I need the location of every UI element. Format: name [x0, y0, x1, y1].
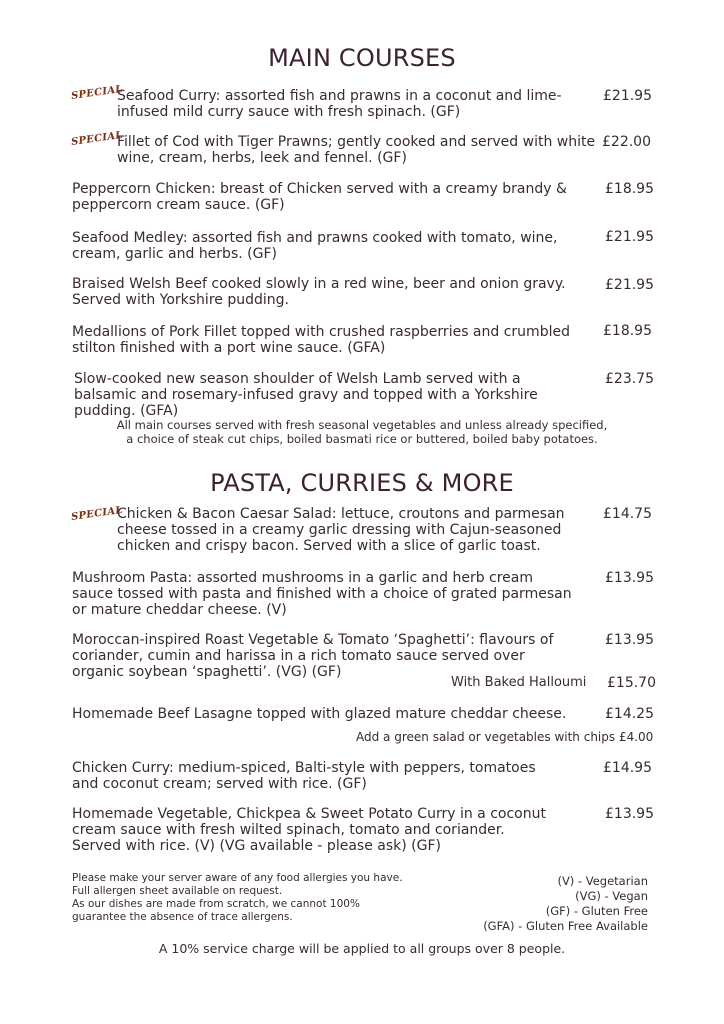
allergy-line: guarantee the absence of trace allergens.	[72, 911, 293, 923]
service-charge-note: A 10% service charge will be applied to all groups over 8 people.	[158, 941, 566, 956]
main-courses-heading: MAIN COURSES	[268, 44, 456, 72]
price-seafood-curry: £21.95	[603, 88, 652, 104]
price-mushroom-pasta: £13.95	[605, 570, 654, 586]
allergy-notice	[72, 872, 403, 924]
allergy-line: Full allergen sheet available on request.	[72, 885, 283, 897]
menu-item-braised-welsh-beef: Braised Welsh Beef cooked slowly in a red wine, beer and onion gravy. Served with Yorkshire pudding.	[72, 276, 566, 308]
allergy-line: As our dishes are made from scratch, we cannot 100%	[72, 898, 360, 910]
menu-item-caesar-salad: Chicken & Bacon Caesar Salad: lettuce, croutons and parmesan cheese tossed in a creamy garlic dressing with Cajun-seasoned chicken and crispy bacon. Served with a slice of garlic toast.	[117, 506, 565, 554]
special-badge: SPECIAL	[70, 129, 124, 148]
legend-vegetarian: (V) - Vegetarian	[557, 874, 648, 888]
price-braised-welsh-beef: £21.95	[605, 277, 654, 293]
price-vegetable-curry: £13.95	[605, 806, 654, 822]
price-beef-lasagne: £14.25	[605, 706, 654, 722]
menu-item-moroccan-spaghetti: Moroccan-inspired Roast Vegetable & Tomato ‘Spaghetti’: flavours of coriander, cumin and harissa in a rich tomato sauce served over organic soybean ‘spaghetti’. (VG) (GF)	[72, 632, 554, 680]
price-baked-halloumi: £15.70	[607, 675, 656, 691]
price-moroccan-spaghetti: £13.95	[605, 632, 654, 648]
special-badge: SPECIAL	[70, 504, 124, 523]
price-seafood-medley: £21.95	[605, 229, 654, 245]
price-peppercorn-chicken: £18.95	[605, 181, 654, 197]
price-fillet-of-cod: £22.00	[602, 134, 651, 150]
note-line: All main courses served with fresh seasonal vegetables and unless already specified,	[116, 418, 608, 432]
price-caesar-salad: £14.75	[603, 506, 652, 522]
price-welsh-lamb: £23.75	[605, 371, 654, 387]
menu-item-seafood-medley: Seafood Medley: assorted fish and prawns cooked with tomato, wine, cream, garlic and herbs. (GF)	[72, 230, 558, 262]
menu-item-vegetable-curry: Homemade Vegetable, Chickpea & Sweet Potato Curry in a coconut cream sauce with fresh wilted spinach, tomato and coriander. Served with rice. (V) (VG available - please ask) (GF)	[72, 806, 546, 854]
special-badge: SPECIAL	[70, 83, 124, 102]
price-chicken-curry: £14.95	[603, 760, 652, 776]
dietary-legend	[483, 874, 648, 934]
legend-gluten-free: (GF) - Gluten Free	[545, 904, 648, 918]
menu-item-welsh-lamb: Slow-cooked new season shoulder of Welsh Lamb served with a balsamic and rosemary-infused gravy and topped with a Yorkshire pudding. (GFA)	[74, 371, 538, 419]
legend-vegan: (VG) - Vegan	[575, 889, 648, 903]
addon-green-salad: Add a green salad or vegetables with chips £4.00	[356, 730, 654, 744]
menu-item-fillet-of-cod: Fillet of Cod with Tiger Prawns; gently cooked and served with white wine, cream, herbs, leek and fennel. (GF)	[117, 134, 596, 166]
legend-gluten-free-available: (GFA) - Gluten Free Available	[483, 919, 648, 933]
menu-item-pork-medallions: Medallions of Pork Fillet topped with crushed raspberries and crumbled stilton finished with a port wine sauce. (GFA)	[72, 324, 570, 356]
pasta-curries-heading: PASTA, CURRIES & MORE	[210, 469, 514, 497]
price-pork-medallions: £18.95	[603, 323, 652, 339]
menu-item-chicken-curry: Chicken Curry: medium-spiced, Balti-style with peppers, tomatoes and coconut cream; served with rice. (GF)	[72, 760, 536, 792]
menu-item-peppercorn-chicken: Peppercorn Chicken: breast of Chicken served with a creamy brandy & peppercorn cream sauce. (GF)	[72, 181, 567, 213]
addon-baked-halloumi: With Baked Halloumi	[451, 675, 587, 690]
menu-item-seafood-curry: Seafood Curry: assorted fish and prawns in a coconut and lime-infused mild curry sauce with fresh spinach. (GF)	[117, 88, 562, 120]
allergy-line: Please make your server aware of any food allergies you have.	[72, 872, 403, 884]
note-line: a choice of steak cut chips, boiled basmati rice or buttered, boiled baby potatoes.	[126, 432, 598, 446]
menu-item-mushroom-pasta: Mushroom Pasta: assorted mushrooms in a garlic and herb cream sauce tossed with pasta and finished with a choice of grated parmesan or mature cheddar cheese. (V)	[72, 570, 572, 618]
menu-item-beef-lasagne: Homemade Beef Lasagne topped with glazed mature cheddar cheese.	[72, 706, 567, 722]
main-courses-note	[0, 418, 724, 446]
